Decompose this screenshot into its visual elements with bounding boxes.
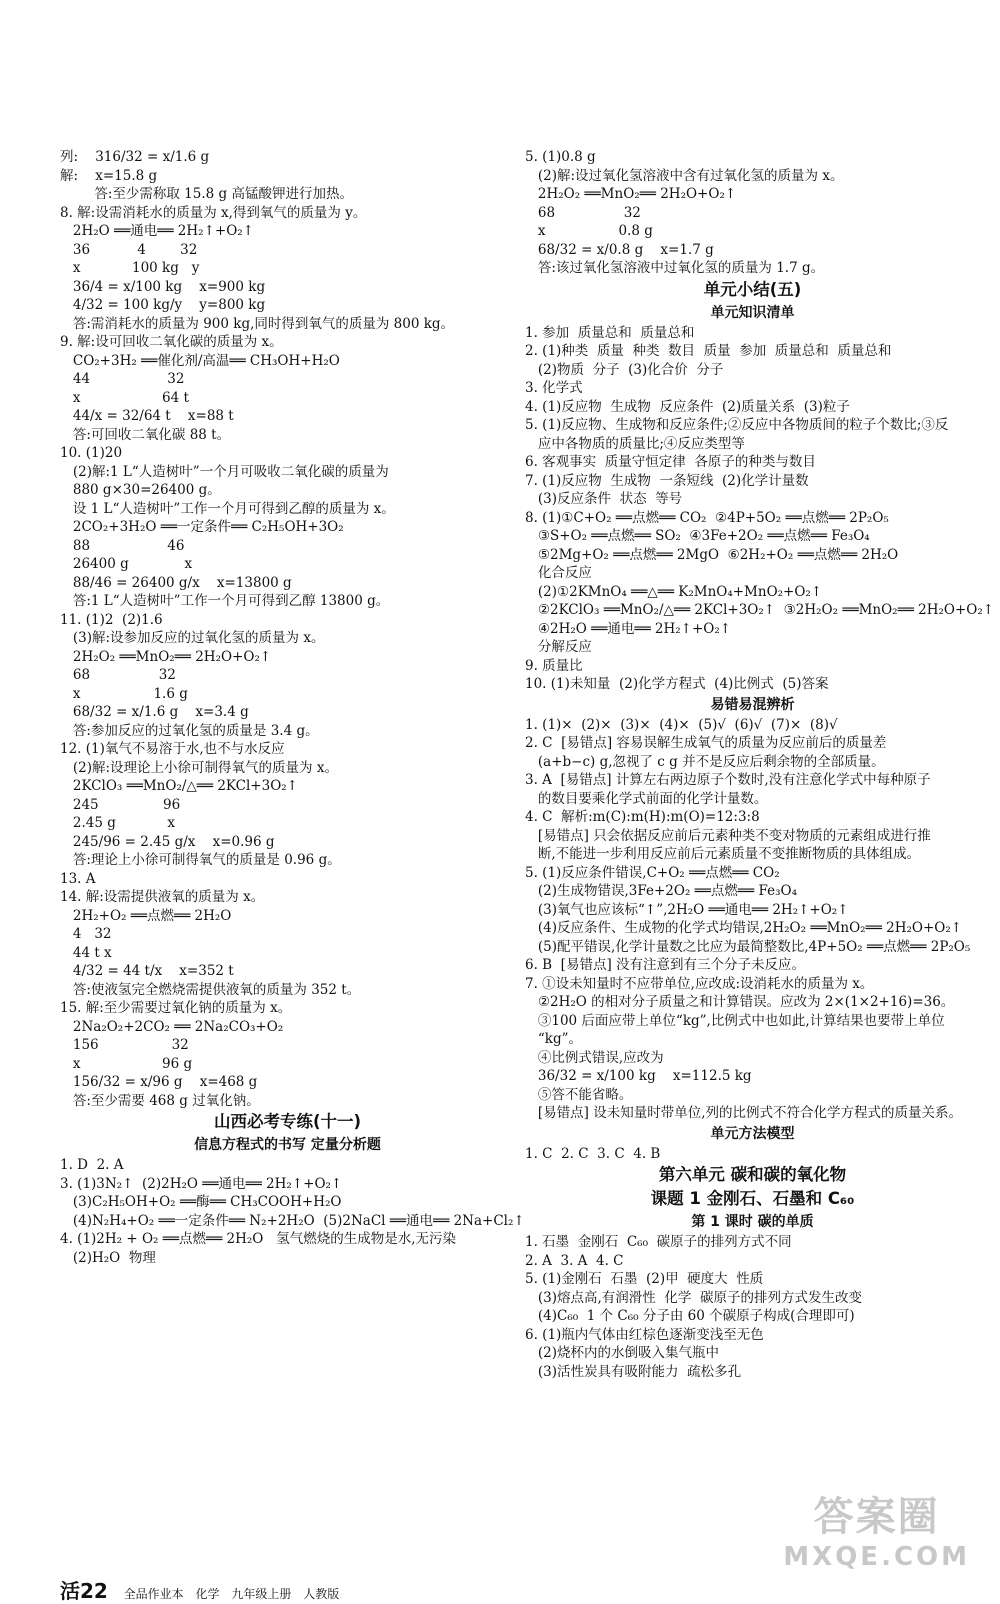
left2-line: 3. (1)3N₂↑ (2)2H₂O ══通电══ 2H₂↑+O₂↑ — [60, 1175, 343, 1192]
left-line: 13. A — [60, 870, 96, 887]
watermark-title: 答案圈 — [813, 1494, 940, 1540]
knowledge-list-heading: 单元知识清单 — [710, 304, 795, 321]
lesson-one-heading: 课题 1 金刚石、石墨和 C₆₀ — [650, 1189, 855, 1208]
right3-line: ②2H₂O 的相对分子质量之和计算错误。应改为 2×(1×2+16)=36。 — [525, 994, 955, 1010]
right2-line: 应中各物质的质量比;④反应类型等 — [525, 435, 745, 452]
left-line: 44 t x — [60, 944, 112, 961]
left-line: 2H₂O ══通电══ 2H₂↑+O₂↑ — [60, 223, 254, 239]
right5-line: (2)烧杯内的水倒吸入集气瓶中 — [525, 1345, 719, 1361]
right3-line: 5. (1)反应条件错误,C+O₂ ══点燃══ CO₂ — [525, 864, 780, 881]
left-line: 44 32 — [60, 371, 185, 387]
method-model-lines — [525, 1145, 980, 1164]
edition: 人教版 — [303, 1587, 340, 1601]
left-line: 答:可回收二氧化碳 88 t。 — [60, 426, 231, 443]
right5-line: 5. (1)金刚石 石墨 (2)甲 硬度大 性质 — [525, 1271, 764, 1287]
right2-line: 5. (1)反应物、生成物和反应条件;②反应中各物质间的粒子个数比;③反 — [525, 417, 949, 433]
right2-line: 6. 客观事实 质量守恒定律 各原子的种类与数目 — [525, 454, 816, 470]
right-column — [525, 148, 995, 1381]
left-line: 36/4 = x/100 kg x=900 kg — [60, 278, 266, 295]
right3-line: 的数目要乘化学式前面的化学计量数。 — [525, 790, 768, 807]
left-line: (3)解:设参加反应的过氧化氢的质量为 x。 — [60, 630, 325, 646]
left-line: x 96 g — [60, 1055, 193, 1072]
right-line: 68 32 — [525, 204, 641, 221]
left2-line: 4. (1)2H₂ + O₂ ══点燃══ 2H₂O 氢气燃烧的生成物是水,无污染 — [60, 1231, 457, 1247]
left2-line: (3)C₂H₅OH+O₂ ══酶══ CH₃COOH+H₂O — [60, 1194, 342, 1210]
left-line: x 64 t — [60, 389, 189, 406]
left-practice-lines — [60, 1156, 525, 1267]
right-line: 答:该过氧化氢溶液中过氧化氢的质量为 1.7 g。 — [525, 260, 825, 276]
right2-line: 10. (1)未知量 (2)化学方程式 (4)比例式 (5)答案 — [525, 676, 829, 692]
left-line: 12. (1)氧气不易溶于水,也不与水反应 — [60, 741, 285, 757]
left-line: 156/32 = x/96 g x=468 g — [60, 1074, 258, 1090]
left2-line: (2)H₂O 物理 — [60, 1249, 156, 1266]
left-line: 2H₂+O₂ ══点燃══ 2H₂O — [60, 907, 232, 924]
left-line: 36 4 32 — [60, 241, 198, 258]
right3-line: (a+b−c) g,忽视了 c g 并不是反应后剩余物的全部质量。 — [525, 753, 885, 770]
left-line: 2.45 g x — [60, 815, 175, 831]
right3-line: [易错点] 设未知量时带单位,列的比例式不符合化学方程式的质量关系。 — [525, 1105, 962, 1121]
left-line: x 1.6 g — [60, 685, 188, 702]
right3-line: 36/32 = x/100 kg x=112.5 kg — [525, 1068, 752, 1084]
left-line: 10. (1)20 — [60, 445, 123, 461]
watermark-url: MXQE.COM — [783, 1542, 970, 1572]
right-line: 68/32 = x/0.8 g x=1.7 g — [525, 241, 714, 258]
left-line: 245 96 — [60, 796, 181, 813]
left-line: 8. 解:设需消耗水的质量为 x,得到氧气的质量为 y。 — [60, 204, 367, 221]
page-number: 活22 — [60, 1579, 108, 1603]
left-column — [60, 148, 525, 1267]
left-line: 44/x = 32/64 t x=88 t — [60, 408, 234, 424]
right2-line: 3. 化学式 — [525, 380, 583, 396]
knowledge-list-lines — [525, 324, 995, 694]
right5-line: 1. 石墨 金刚石 C₆₀ 碳原子的排列方式不同 — [525, 1234, 792, 1250]
left-line: 答:需消耗水的质量为 900 kg,同时得到氧气的质量为 800 kg。 — [60, 315, 455, 332]
right-line: 2H₂O₂ ══MnO₂══ 2H₂O+O₂↑ — [525, 186, 737, 202]
left-line: 4/32 = 44 t/x x=352 t — [60, 963, 234, 979]
right2-line: (3)反应条件 状态 等号 — [525, 491, 683, 507]
watermark — [783, 1485, 970, 1572]
left-heading-topic: 信息方程式的书写 定量分析题 — [194, 1137, 381, 1153]
left-line: 设 1 L“人造树叶”工作一个月可得到乙醇的质量为 x。 — [60, 500, 395, 517]
right3-line: (5)配平错误,化学计量数之比应为最简整数比,4P+5O₂ ══点燃══ 2P₂O₅ — [525, 938, 971, 955]
left2-line: (4)N₂H₄+O₂ ══一定条件══ N₂+2H₂O (5)2NaCl ══通电══ 2Na+Cl₂↑ — [60, 1212, 525, 1229]
left-line: 4 32 — [60, 926, 112, 942]
left-line: 26400 g x — [60, 556, 193, 572]
method-model-heading: 单元方法模型 — [710, 1125, 795, 1142]
right3-line: [易错点] 只会依据反应前后元素种类不变对物质的元素组成进行推 — [525, 827, 931, 844]
right4-line: 1. C 2. C 3. C 4. B — [525, 1145, 661, 1162]
left-line: 88 46 — [60, 537, 185, 554]
subject: 化学 — [195, 1587, 220, 1601]
right2-line: ③S+O₂ ══点燃══ SO₂ ④3Fe+2O₂ ══点燃══ Fe₃O₄ — [525, 528, 870, 544]
right2-line: 化合反应 — [525, 565, 592, 581]
left-line: 245/96 = 2.45 g/x x=0.96 g — [60, 833, 275, 850]
lesson-answer-lines — [525, 1233, 980, 1381]
left-line: 88/46 = 26400 g/x x=13800 g — [60, 574, 292, 591]
left-line: 68/32 = x/1.6 g x=3.4 g — [60, 704, 249, 720]
right3-line: ④比例式错误,应改为 — [525, 1049, 664, 1066]
right3-line: 1. (1)× (2)× (3)× (4)× (5)√ (6)√ (7)× (8)√ — [525, 716, 838, 733]
right2-line: 分解反应 — [525, 639, 592, 655]
right3-line: 2. C [易错点] 容易误解生成氧气的质量为反应前后的质量差 — [525, 735, 887, 751]
left-line: 答:参加反应的过氧化氢的质量是 3.4 g。 — [60, 722, 319, 739]
unit-six-heading: 第六单元 碳和碳的氧化物 — [658, 1165, 847, 1184]
right3-line: ③100 后面应带上单位“kg”,比例式中也如此,计算结果也要带上单位 — [525, 1012, 945, 1029]
left-line: 15. 解:至少需要过氧化钠的质量为 x。 — [60, 1000, 292, 1016]
right3-line: (3)氧气也应该标“↑”,2H₂O ══通电══ 2H₂↑+O₂↑ — [525, 901, 849, 918]
right3-line: 4. C 解析:m(C):m(H):m(O)=12:3:8 — [525, 809, 760, 825]
right3-line: (4)反应条件、生成物的化学式均错误,2H₂O₂ ══MnO₂══ 2H₂O+O₂↑ — [525, 920, 963, 936]
right2-line: 4. (1)反应物 生成物 反应条件 (2)质量关系 (3)粒子 — [525, 398, 850, 415]
left-line: 4/32 = 100 kg/y y=800 kg — [60, 297, 266, 313]
left-line: (2)解:设理论上小徐可制得氧气的质量为 x。 — [60, 759, 338, 776]
left-line: 880 g×30=26400 g。 — [60, 482, 221, 498]
unit-summary-heading: 单元小结(五) — [703, 279, 802, 299]
right3-line: “kg”。 — [525, 1031, 582, 1047]
right2-line: 7. (1)反应物 生成物 一条短线 (2)化学计量数 — [525, 472, 809, 489]
right5-line: (3)熔点高,有润滑性 化学 碳原子的排列方式发生改变 — [525, 1289, 862, 1306]
left-line: 解: x=15.8 g — [60, 167, 158, 184]
left-line: 答:至少需要 468 g 过氧化钠。 — [60, 1092, 260, 1109]
right3-line: 6. B [易错点] 没有注意到有三个分子未反应。 — [525, 957, 805, 973]
left-line: 答:1 L“人造树叶”工作一个月可得到乙醇 13800 g。 — [60, 593, 390, 609]
left-line: x 100 kg y — [60, 260, 200, 276]
right2-line: ②2KClO₃ ══MnO₂/△══ 2KCl+3O₂↑ ③2H₂O₂ ══MnO₂══ 2H₂O+O₂↑ — [525, 602, 995, 618]
period-one-heading: 第 1 课时 碳的单质 — [691, 1214, 814, 1230]
grade: 九年级上册 — [231, 1587, 292, 1601]
left-line: 9. 解:设可回收二氧化碳的质量为 x。 — [60, 334, 283, 350]
right2-line: 8. (1)①C+O₂ ══点燃══ CO₂ ②4P+5O₂ ══点燃══ 2P₂O₅ — [525, 509, 889, 526]
right5-line: (4)C₆₀ 1 个 C₆₀ 分子由 60 个碳原子构成(合理即可) — [525, 1308, 855, 1324]
right2-line: (2)物质 分子 (3)化合价 分子 — [525, 361, 724, 378]
right2-line: 2. (1)种类 质量 种类 数目 质量 参加 质量总和 质量总和 — [525, 343, 892, 359]
right2-line: (2)①2KMnO₄ ══△══ K₂MnO₄+MnO₂+O₂↑ — [525, 583, 823, 600]
right3-line: (2)生成物错误,3Fe+2O₂ ══点燃══ Fe₃O₄ — [525, 883, 797, 899]
right5-line: 2. A 3. A 4. C — [525, 1252, 624, 1269]
right3-line: ⑤答不能省略。 — [525, 1086, 633, 1103]
right-line: x 0.8 g — [525, 223, 653, 239]
right2-line: ④2H₂O ══通电══ 2H₂↑+O₂↑ — [525, 620, 732, 637]
right-answer-lines — [525, 148, 980, 278]
left-line: 答:理论上小徐可制得氧气的质量是 0.96 g。 — [60, 852, 341, 868]
left-line: 68 32 — [60, 667, 176, 683]
right5-line: (3)活性炭具有吸附能力 疏松多孔 — [525, 1363, 742, 1380]
right2-line: ⑤2Mg+O₂ ══点燃══ 2MgO ⑥2H₂+O₂ ══点燃══ 2H₂O — [525, 546, 899, 563]
right3-line: 7. ①设未知量时不应带单位,应改成:设消耗水的质量为 x。 — [525, 975, 874, 992]
left-line: CO₂+3H₂ ══催化剂/高温══ CH₃OH+H₂O — [60, 352, 340, 369]
right3-line: 断,不能进一步利用反应前后元素质量不变推断物质的具体组成。 — [525, 846, 921, 862]
left-line: 11. (1)2 (2)1.6 — [60, 611, 163, 628]
left-line: (2)解:1 L“人造树叶”一个月可吸收二氧化碳的质量为 — [60, 463, 389, 480]
right2-line: 1. 参加 质量总和 质量总和 — [525, 324, 695, 341]
right5-line: 6. (1)瓶内气体由红棕色逐渐变浅至无色 — [525, 1326, 764, 1343]
left-heading-practice: 山西必考专练(十一) — [213, 1112, 362, 1131]
error-analysis-heading: 易错易混辨析 — [710, 696, 795, 713]
right2-line: 9. 质量比 — [525, 657, 583, 674]
left-line: 156 32 — [60, 1037, 189, 1053]
right-line: 5. (1)0.8 g — [525, 149, 596, 165]
left-line: 答:至少需称取 15.8 g 高锰酸钾进行加热。 — [60, 186, 353, 202]
right-line: (2)解:设过氧化氢溶液中含有过氧化氢的质量为 x。 — [525, 167, 844, 184]
left-answer-lines — [60, 148, 515, 1110]
left-line: 2Na₂O₂+2CO₂ ══ 2Na₂CO₃+O₂ — [60, 1018, 284, 1035]
left-line: 答:使液氢完全燃烧需提供液氧的质量为 352 t。 — [60, 981, 361, 998]
left-line: 2CO₂+3H₂O ══一定条件══ C₂H₅OH+3O₂ — [60, 519, 344, 535]
left-line: 2H₂O₂ ══MnO₂══ 2H₂O+O₂↑ — [60, 648, 272, 665]
error-analysis-lines — [525, 716, 980, 1123]
left-line: 14. 解:设需提供液氧的质量为 x。 — [60, 889, 265, 905]
right3-line: 3. A [易错点] 计算左右两边原子个数时,没有注意化学式中每种原子 — [525, 772, 931, 788]
left-line: 2KClO₃ ══MnO₂/△══ 2KCl+3O₂↑ — [60, 778, 298, 794]
book-title: 全品作业本 — [123, 1587, 184, 1601]
left2-line: 1. D 2. A — [60, 1157, 124, 1173]
left-line: 列: 316/32 = x/1.6 g — [60, 149, 210, 165]
